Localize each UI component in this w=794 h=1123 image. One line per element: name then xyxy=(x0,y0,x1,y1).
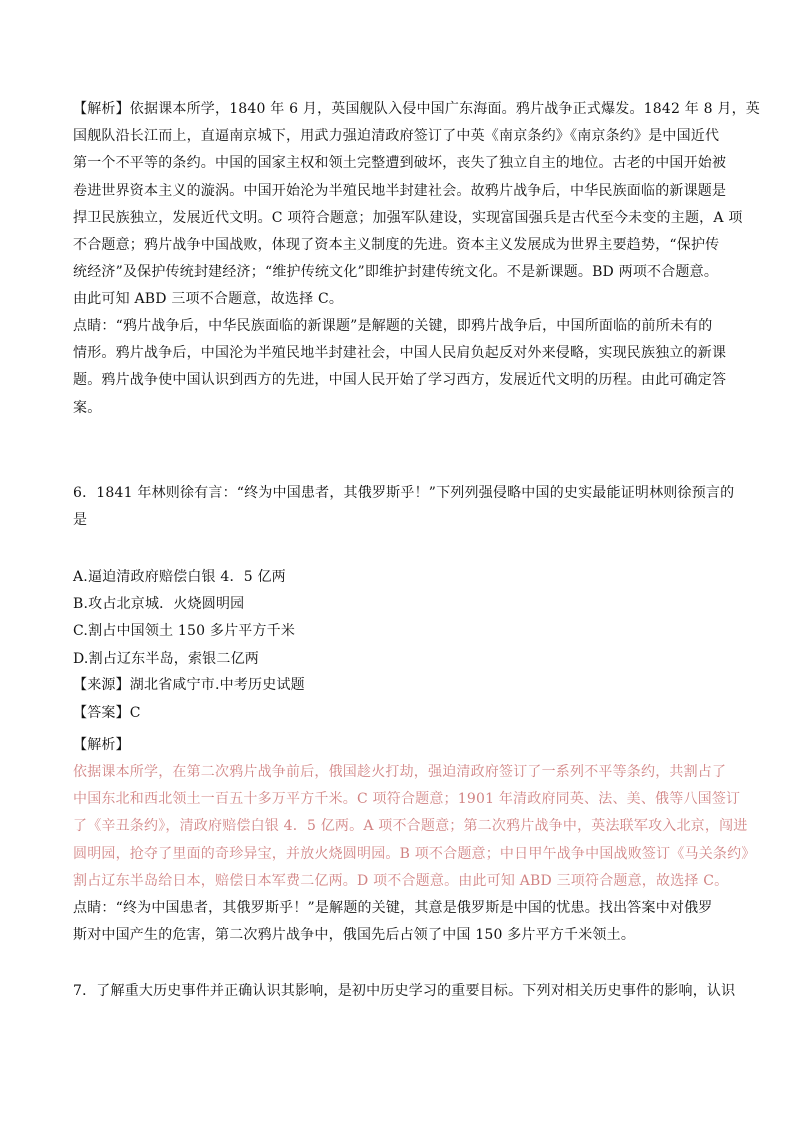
text-line: 是 xyxy=(73,512,88,529)
text-line: 题。鸦片战争使中国认识到西方的先进，中国人民开始了学习西方，发展近代文明的历程。由此可确定答 xyxy=(73,372,727,389)
text-line: 捍卫民族独立，发展近代文明。C 项符合题意；加强军队建设，实现富国强兵是古代至今未变的主题，A 项 xyxy=(73,209,743,226)
text-line: 点睛：“鸦片战争后，中华民族面临的新课题”是解题的关键，即鸦片战争后，中国所面临的前所未有的 xyxy=(73,318,713,334)
answer-line xyxy=(73,700,723,727)
text-line: 点睛：“终为中国患者，其俄罗斯乎！”是解题的关键，其意是俄罗斯是中国的忧患。找出答案中对俄罗 xyxy=(73,900,713,916)
option-b: B.攻占北京城．火烧圆明园 xyxy=(73,596,245,613)
text-line: 案。 xyxy=(73,399,102,416)
tip-paragraph-1 xyxy=(73,313,727,422)
analysis-label-line xyxy=(73,732,723,759)
text-line: 中国东北和西北领土一百五十多万平方千米。C 项符合题意；1901 年清政府同英、法、美、俄等八国签订 xyxy=(73,791,741,808)
text-line: 圆明园，抢夺了里面的奇珍异宝，并放火烧圆明园。B 项不合题意；中日甲午战争中国战败签订《马关条约》 xyxy=(73,845,756,862)
text-line: 割占辽东半岛给日本，赔偿日本军费二亿两。D 项不合题意。由此可知 ABD 三项符合题意，故选择 C。 xyxy=(73,872,729,889)
text-line: 由此可知 ABD 三项不合题意，故选择 C。 xyxy=(73,291,344,308)
analysis-label: 【解析】 xyxy=(73,737,130,753)
analysis-paragraph-1 xyxy=(73,96,760,314)
text-line: 情形。鸦片战争后，中国沦为半殖民地半封建社会，中国人民肩负起反对外来侵略，实现民族独立的新课 xyxy=(73,345,727,362)
question-6 xyxy=(73,480,735,534)
option-d: D.割占辽东半岛，索银二亿两 xyxy=(73,650,259,667)
question-7 xyxy=(73,978,736,1005)
text-line: 【解析】依据课本所学，1840 年 6 月，英国舰队入侵中国广东海面。鸦片战争正式爆发。1842 年 8 月，英 xyxy=(73,101,760,117)
question-6-options xyxy=(73,564,723,673)
tip-paragraph-2 xyxy=(73,895,723,949)
text-line: 国舰队沿长江而上，直逼南京城下，用武力强迫清政府签订了中英《南京条约》《南京条约》是中国近代 xyxy=(73,128,720,145)
text-line: 依据课本所学，在第二次鸦片战争前后，俄国趁火打劫，强迫清政府签订了一系列不平等条约，共割占了 xyxy=(73,764,727,780)
analysis-paragraph-2 xyxy=(73,759,756,895)
text-line: 卷进世界资本主义的漩涡。中国开始沦为半殖民地半封建社会。故鸦片战争后，中华民族面临的新课题是 xyxy=(73,182,727,199)
text-line: 不合题意；鸦片战争中国战败，体现了资本主义制度的先进。资本主义发展成为世界主要趋势，“保护传 xyxy=(73,236,720,253)
source-line xyxy=(73,672,723,699)
text-line: 统经济”及保护传统封建经济；“维护传统文化”即维护封建传统文化。不是新课题。BD 两项不合题意。 xyxy=(73,264,719,281)
text-line: 了《辛丑条约》，清政府赔偿白银 4．5 亿两。A 项不合题意；第二次鸦片战争中，英法联军攻入北京，闯进 xyxy=(73,818,748,835)
option-c: C.割占中国领土 150 多片平方千米 xyxy=(73,623,296,640)
text-line: 6．1841 年林则徐有言：“终为中国患者，其俄罗斯乎！”下列列强侵略中国的史实最能证明林则徐预言的 xyxy=(73,485,735,501)
source-text: 【来源】湖北省咸宁市.中考历史试题 xyxy=(73,677,305,693)
text-line: 第一个不平等的条约。中国的国家主权和领土完整遭到破坏，丧失了独立自主的地位。古老的中国开始被 xyxy=(73,155,727,172)
text-line: 7．了解重大历史事件并正确认识其影响，是初中历史学习的重要目标。下列对相关历史事件的影响，认识 xyxy=(73,983,736,999)
text-line: 斯对中国产生的危害，第二次鸦片战争中，俄国先后占领了中国 150 多片平方千米领土。 xyxy=(73,927,636,944)
option-a: A.逼迫清政府赔偿白银 4．5 亿两 xyxy=(73,569,286,585)
answer-text: 【答案】C xyxy=(73,705,141,721)
